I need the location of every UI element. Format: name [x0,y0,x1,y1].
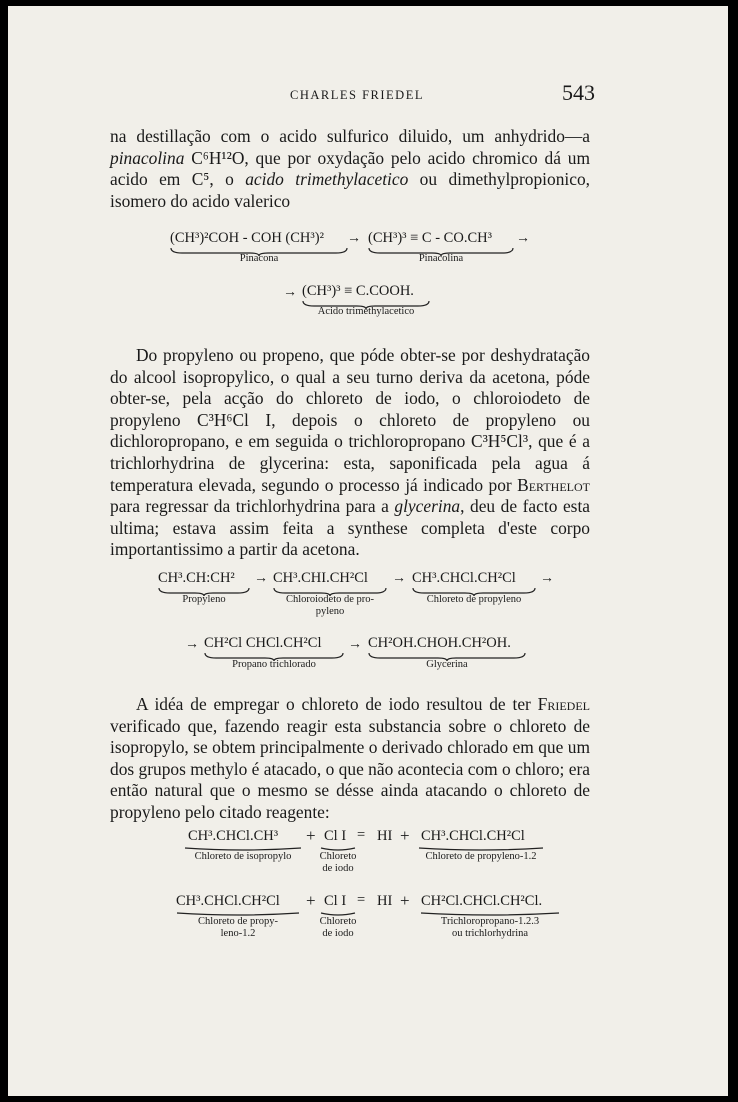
eq1-arrow-1: → [347,231,361,246]
p1-text-a: na destillação com o acido sulfurico diluido, um anhydrido—a [110,126,590,146]
eq4-label-iodine-line2: de iodo [322,928,354,939]
eq2-label-chloroiodeto-line2: pyleno [315,606,345,617]
p1-italic-pinacolina: pinacolina [110,147,185,168]
eq4-label-trichloropropane [416,916,564,940]
eq3-propylene-chloride-formula: CH³.CHCl.CH²Cl [421,828,525,844]
eq2-label-chloroiodeto-line1: Chloroiodeto de pro- [285,594,375,605]
eq3-label-isopropyl: Chloreto de isopropylo [194,851,292,862]
eq4-label-trichloropropane-line2: ou trichlorhydrina [451,928,529,939]
eq3-plus-1: + [306,826,316,845]
eq3-label-iodine-chloride [308,851,368,875]
eq1-arrow-3: → [283,285,297,300]
p3-text-a: A idéa de empregar o chloreto de iodo resultou de ter [136,694,538,714]
paragraph-2 [110,345,590,561]
eq2-arrow-3: → [540,571,554,586]
eq2-propyleno-formula: CH³.CH:CH² [158,570,235,586]
eq4-label-trichloropropane-line1: Trichloropropano-1.2.3 [440,916,540,927]
eq2-label-propyleno: Propyleno [182,594,226,605]
paragraph-3 [110,694,590,824]
eq4-label-propylene-chloride [176,916,300,940]
eq3-hi-formula: HI [377,828,393,844]
eq4-hi-formula: HI [377,893,393,909]
eq3-label-propylene-chloride: Chloreto de propyleno-1.2 [425,851,537,862]
eq2-chloreto-formula: CH³.CHCl.CH²Cl [412,570,516,586]
eq1-label-pinacolina: Pinacolina [418,253,464,264]
eq2-trichlorado-formula: CH²Cl CHCl.CH²Cl [204,635,322,651]
eq1-label-trimethylacetic: Acido trimethylacetico [317,306,415,317]
eq4-label-iodine-chloride [308,916,368,940]
eq3-plus-2: + [400,826,410,845]
eq2-label-chloreto: Chloreto de propyleno [426,594,522,605]
eq3-iodine-chloride-formula: Cl I [324,828,347,844]
eq4-plus-1: + [306,891,316,910]
eq4-equals: = [357,892,366,908]
p2-name-berthelot: Berthelot [517,474,590,495]
eq1-trimethylacetic-formula: (CH³)³ ≡ C.COOH. [302,283,414,299]
eq4-plus-2: + [400,891,410,910]
eq4-label-propylene-line1: Chloreto de propy- [198,916,278,927]
eq1-pinacolina-formula: (CH³)³ ≡ C - CO.CH³ [368,230,492,246]
p1-text-c: ou dimethylpropionico, isomero do acido valerico [110,169,590,211]
p3-text-b: verificado que, fazendo reagir esta substancia sobre o chloreto de isopropylo, se obtem principalmente o derivado chlorado em que um dos grupos methylo é atacado, o que não acontecia com o chloro; era então natural que o mesmo se désse ainda atacando o chloreto de propyleno pelo citado reagente: [110,715,590,822]
running-title: CHARLES FRIEDEL [290,88,424,102]
eq3-equals: = [357,827,366,843]
p2-text-c: , deu de facto esta ultima; estava assim feita a synthese completa d'este corpo importantissimo a partir da acetona. [110,496,590,560]
eq1-pinacona-formula: (CH³)²COH - COH (CH³)² [170,230,324,246]
p2-text-a: Do propyleno ou propeno, que póde obter-se por deshydratação do alcool isopropylico, o qual a seu turno deriva da acetona, póde obter-se, pela acção do chloreto de iodo, o chloroiodeto de propyleno C³H⁶Cl I, depois o chloreto de propyleno ou dichloropropano, e em seguida o trichloropropano C³H⁵Cl³, que é a trichlorhydrina de glycerina: esta, saponificada pela agua á temperatura elevada, segundo o processo já indicado por [110,345,590,495]
eq2-glycerina-formula: CH²OH.CHOH.CH²OH. [368,635,511,651]
eq3-label-iodine-line1: Chloreto [319,851,357,862]
eq2-arrow-1: → [254,571,268,586]
p2-italic-glycerina: glycerina [394,496,461,517]
eq4-iodine-chloride-formula: Cl I [324,893,347,909]
p2-text-b: para regressar da trichlorhydrina para a [110,496,395,517]
eq2-label-chloroiodeto [268,594,392,618]
eq3-label-iodine-line2: de iodo [322,863,354,874]
eq2-arrow-4: → [185,637,199,652]
paragraph-1 [110,126,590,212]
eq2-chloroiodeto-formula: CH³.CHI.CH²Cl [273,570,368,586]
eq2-label-trichlorado: Propano trichlorado [232,659,316,670]
eq2-arrow-5: → [348,637,362,652]
p1-text-b: C⁶H¹²O, que por oxydação pelo acido chromico dá um acido em C⁵, o [110,147,590,190]
eq4-label-iodine-line1: Chloreto [319,916,357,927]
p3-name-friedel: Friedel [537,694,590,714]
eq1-label-pinacona: Pinacona [239,253,279,264]
eq2-label-glycerina: Glycerina [426,659,468,670]
p1-italic-acid: acido trimethylacetico [245,169,409,190]
page-number: 543 [562,80,595,105]
eq4-propylene-chloride-formula: CH³.CHCl.CH²Cl [176,893,280,909]
eq4-label-propylene-line2: leno-1.2 [220,928,256,939]
eq1-arrow-2: → [516,231,530,246]
eq2-arrow-2: → [392,571,406,586]
eq4-trichloropropane-formula: CH²Cl.CHCl.CH²Cl. [421,893,543,909]
eq3-isopropyl-chloride-formula: CH³.CHCl.CH³ [188,828,279,844]
